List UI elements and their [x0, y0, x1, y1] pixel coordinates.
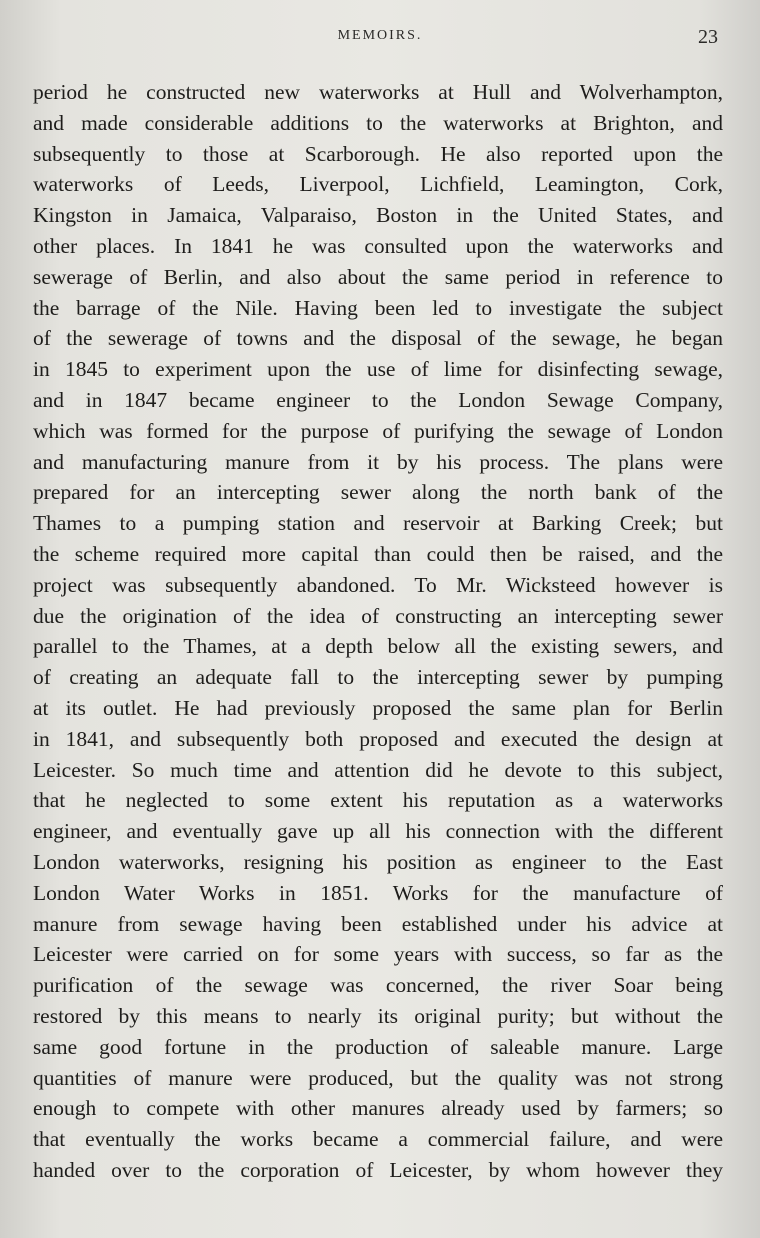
text-line: handed over to the corporation of Leicester, by whom however they [33, 1157, 723, 1182]
text-line: same good fortune in the production of saleable manure. Large [33, 1034, 723, 1059]
running-head: MEMOIRS. [337, 28, 423, 43]
text-line: of the sewerage of towns and the disposal of the sewage, he began [33, 326, 723, 351]
text-line: of creating an adequate fall to the intercepting sewer by pumping [33, 665, 723, 690]
text-line: sewerage of Berlin, and also about the same period in reference to [33, 264, 723, 289]
text-line: that eventually the works became a commercial failure, and were [33, 1127, 723, 1152]
text-line: the scheme required more capital than could then be raised, and the [33, 541, 723, 566]
text-line: project was subsequently abandoned. To Mr. Wicksteed however is [33, 572, 723, 597]
text-line: London waterworks, resigning his position as engineer to the East [33, 849, 723, 874]
body-text [33, 77, 723, 1186]
text-line: parallel to the Thames, at a depth below all the existing sewers, and [33, 634, 723, 659]
text-line: other places. In 1841 he was consulted upon the waterworks and [33, 233, 723, 258]
text-line: quantities of manure were produced, but the quality was not strong [33, 1065, 723, 1090]
text-line: waterworks of Leeds, Liverpool, Lichfield, Leamington, Cork, [33, 172, 723, 197]
text-line: Thames to a pumping station and reservoir at Barking Creek; but [33, 511, 723, 536]
text-line: London Water Works in 1851. Works for the manufacture of [33, 880, 723, 905]
text-line: and in 1847 became engineer to the London Sewage Company, [33, 387, 723, 412]
text-line: manure from sewage having been established under his advice at [33, 911, 723, 936]
text-line: purification of the sewage was concerned, the river Soar being [33, 973, 723, 998]
text-line: Leicester were carried on for some years with success, so far as the [33, 942, 723, 967]
text-line: and made considerable additions to the waterworks at Brighton, and [33, 110, 723, 135]
page-header [0, 26, 760, 50]
text-line: at its outlet. He had previously proposed the same plan for Berlin [33, 695, 723, 720]
text-line: that he neglected to some extent his reputation as a waterworks [33, 788, 723, 813]
text-line: subsequently to those at Scarborough. He also reported upon the [33, 141, 723, 166]
text-line: and manufacturing manure from it by his process. The plans were [33, 449, 723, 474]
text-line: Leicester. So much time and attention did he devote to this subject, [33, 757, 723, 782]
text-line: in 1841, and subsequently both proposed and executed the design at [33, 726, 723, 751]
text-line: in 1845 to experiment upon the use of lime for disinfecting sewage, [33, 357, 723, 382]
text-line: due the origination of the idea of constructing an intercepting sewer [33, 603, 723, 628]
text-line: which was formed for the purpose of purifying the sewage of London [33, 418, 723, 443]
text-line: enough to compete with other manures already used by farmers; so [33, 1096, 723, 1121]
text-line: engineer, and eventually gave up all his connection with the different [33, 819, 723, 844]
text-line: Kingston in Jamaica, Valparaiso, Boston in the United States, and [33, 203, 723, 228]
text-line: period he constructed new waterworks at Hull and Wolverhampton, [33, 80, 723, 104]
page-number: 23 [698, 26, 718, 48]
text-line: prepared for an intercepting sewer along the north bank of the [33, 480, 723, 505]
text-line: restored by this means to nearly its original purity; but without the [33, 1003, 723, 1028]
text-line: the barrage of the Nile. Having been led to investigate the subject [33, 295, 723, 320]
